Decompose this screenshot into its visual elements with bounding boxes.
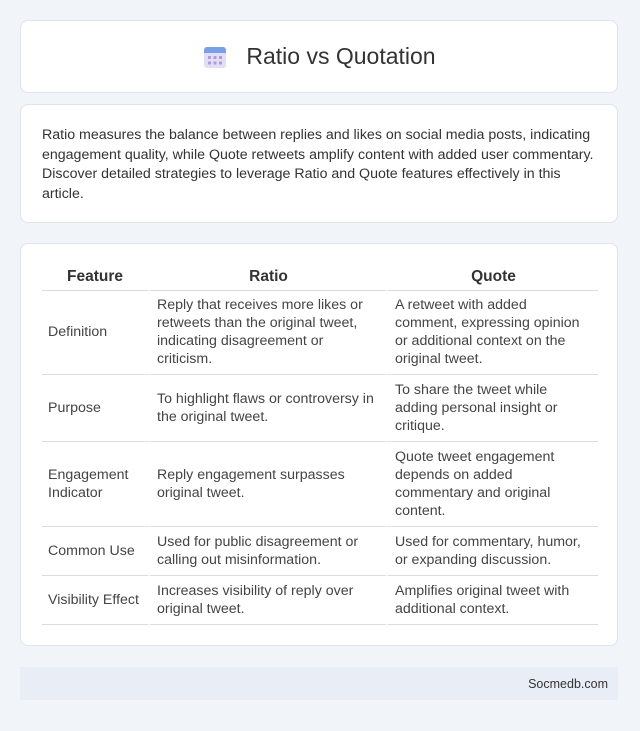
cell-quote: Quote tweet engagement depends on added commentary and original content. [386, 442, 598, 527]
title-card [20, 20, 618, 93]
footer-site[interactable]: Socmedb.com [528, 676, 608, 691]
title-wrap [202, 43, 435, 70]
header-ratio: Ratio [148, 266, 386, 291]
cell-quote: A retweet with added comment, expressing opinion or additional context on the original tweet. [386, 291, 598, 375]
page-title: Ratio vs Quotation [246, 43, 436, 69]
cell-feature: Definition [42, 291, 148, 375]
cell-feature: Common Use [42, 527, 148, 576]
cell-quote: Amplifies original tweet with additional context. [386, 576, 598, 625]
table-header-row [42, 266, 598, 291]
cell-ratio: Reply engagement surpasses original tweet. [148, 442, 386, 527]
table-row [42, 375, 598, 442]
cell-ratio: Used for public disagreement or calling out misinformation. [148, 527, 386, 576]
comparison-table [42, 266, 598, 625]
intro-card [20, 104, 618, 223]
cell-ratio: Reply that receives more likes or retweets than the original tweet, indicating disagreement or criticism. [148, 291, 386, 375]
header-feature: Feature [42, 266, 148, 291]
cell-quote: Used for commentary, humor, or expanding discussion. [386, 527, 598, 576]
table-card [20, 243, 618, 646]
header-quote: Quote [386, 266, 598, 291]
table-row [42, 527, 598, 576]
table-row [42, 291, 598, 375]
cell-feature: Engagement Indicator [42, 442, 148, 527]
cell-feature: Purpose [42, 375, 148, 442]
cell-ratio: Increases visibility of reply over original tweet. [148, 576, 386, 625]
cell-ratio: To highlight flaws or controversy in the original tweet. [148, 375, 386, 442]
intro-text: Ratio measures the balance between replies and likes on social media posts, indicating engagement quality, while Quote retweets amplify content with added user commentary. Discover detailed strategies to leverage Ratio and Quote features effectively in this article. [42, 127, 594, 202]
cell-quote: To share the tweet while adding personal insight or critique. [386, 375, 598, 442]
table-row [42, 576, 598, 625]
table-row [42, 442, 598, 527]
footer [20, 667, 618, 700]
calendar-icon [202, 44, 228, 70]
cell-feature: Visibility Effect [42, 576, 148, 625]
